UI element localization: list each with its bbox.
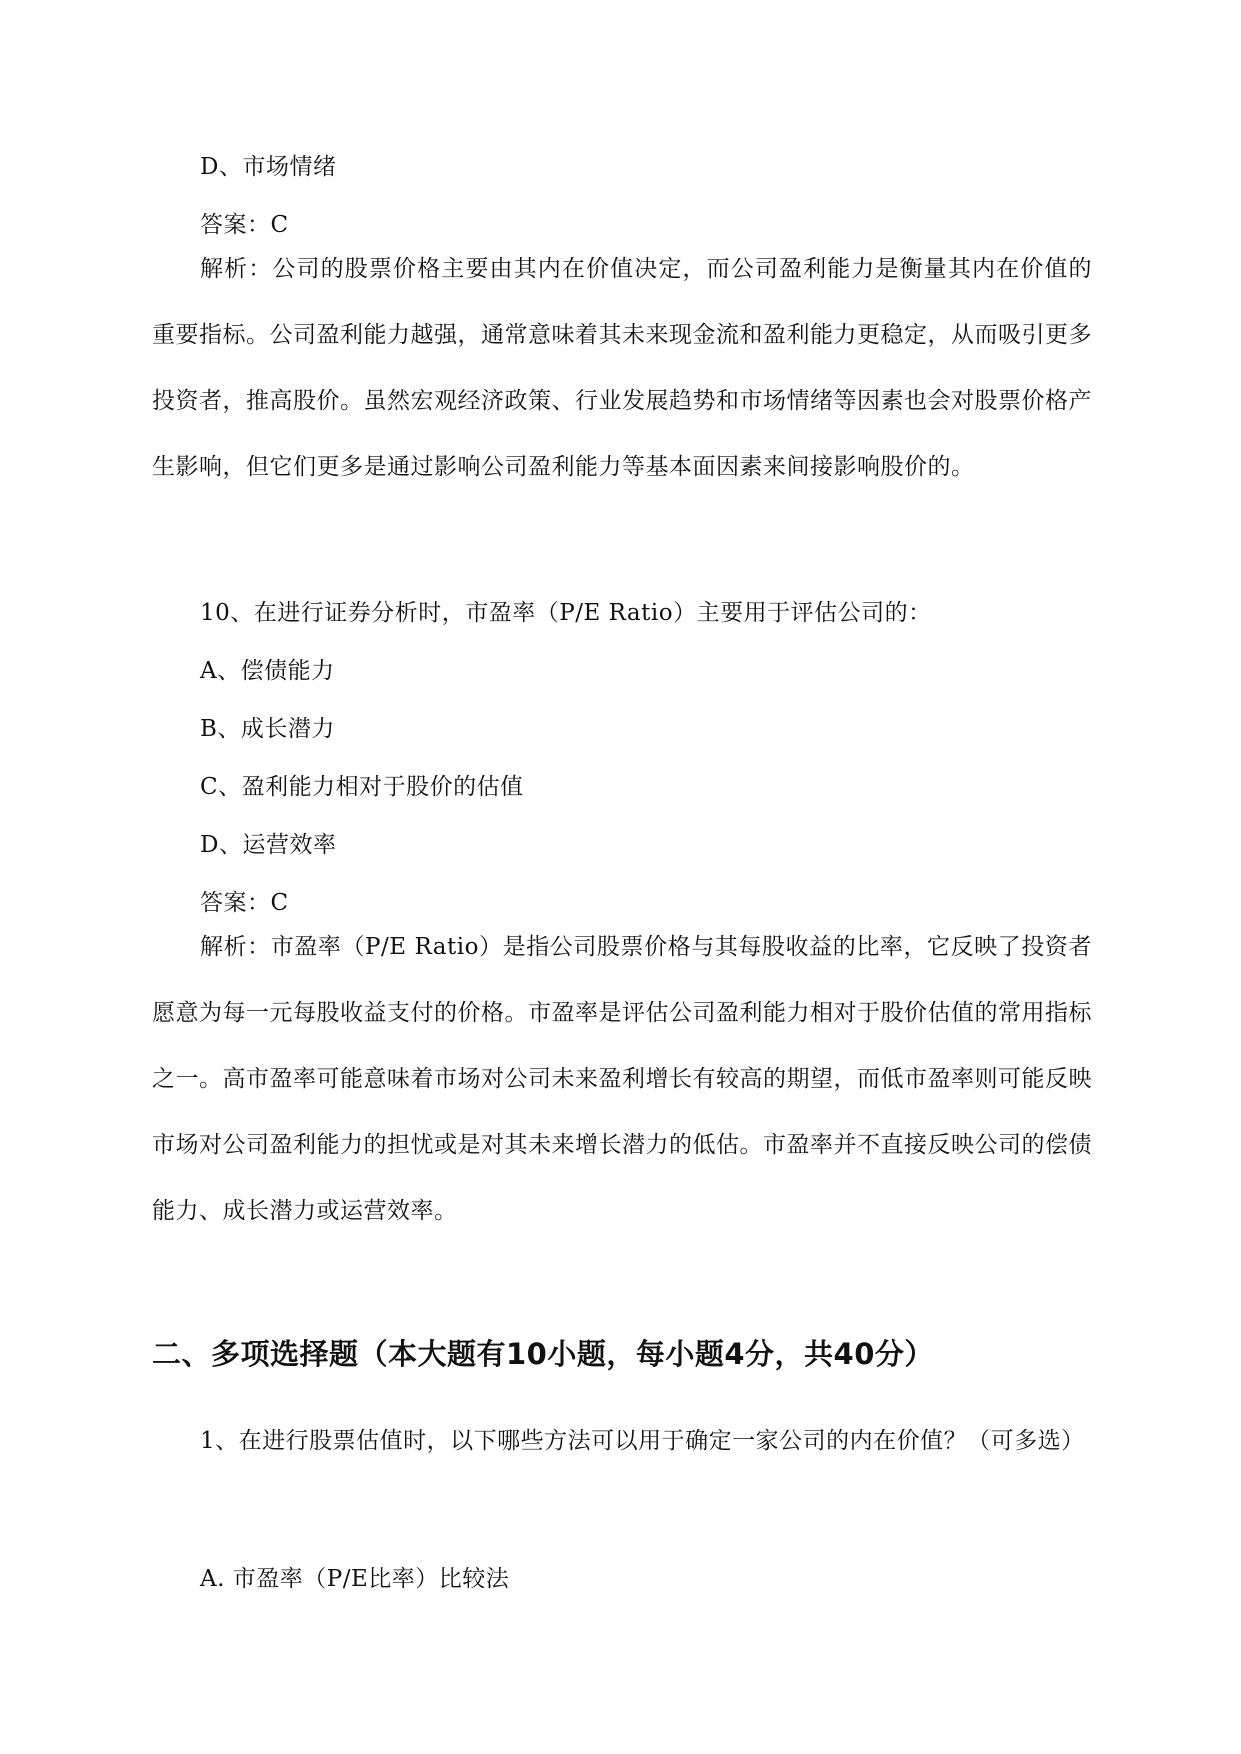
mq1-option-a: A. 市盈率（P/E比率）比较法 (200, 1566, 510, 1592)
q9-analysis: 解析：公司的股票价格主要由其内在价值决定，而公司盈利能力是衡量其内在价值的重要指标。公司盈利能力越强，通常意味着其未来现金流和盈利能力更稳定，从而吸引更多投资者，推高股价。虽然宏观经济政策、行业发展趋势和市场情绪等因素也会对股票价格产生影响，但它们更多是通过影响公司盈利能力等基本面因素来间接影响股价的。 (152, 256, 1092, 480)
q9-option-d: D、市场情绪 (200, 154, 337, 180)
q10-analysis: 解析：市盈率（P/E Ratio）是指公司股票价格与其每股收益的比率，它反映了投资者愿意为每一元每股收益支付的价格。市盈率是评估公司盈利能力相对于股价估值的常用指标之一。高市盈率可能意味着市场对公司未来盈利增长有较高的期望，而低市盈率则可能反映市场对公司盈利能力的担忧或是对其未来增长潜力的低估。市盈率并不直接反映公司的偿债能力、成长潜力或运营效率。 (152, 934, 1092, 1224)
q10-option-c: C、盈利能力相对于股价的估值 (200, 774, 524, 800)
q9-answer: 答案：C (200, 212, 289, 238)
q10-option-b: B、成长潜力 (200, 716, 335, 742)
q10-question: 10、在进行证券分析时，市盈率（P/E Ratio）主要用于评估公司的： (200, 600, 932, 626)
q10-option-a: A、偿债能力 (200, 658, 335, 684)
q10-answer: 答案：C (200, 890, 289, 916)
mq1-question: 1、在进行股票估值时，以下哪些方法可以用于确定一家公司的内在价值？（可多选） (200, 1428, 1085, 1454)
q10-option-d: D、运营效率 (200, 832, 337, 858)
section-title-multiple-choice: 二、多项选择题（本大题有10小题，每小题4分，共40分） (152, 1337, 934, 1371)
